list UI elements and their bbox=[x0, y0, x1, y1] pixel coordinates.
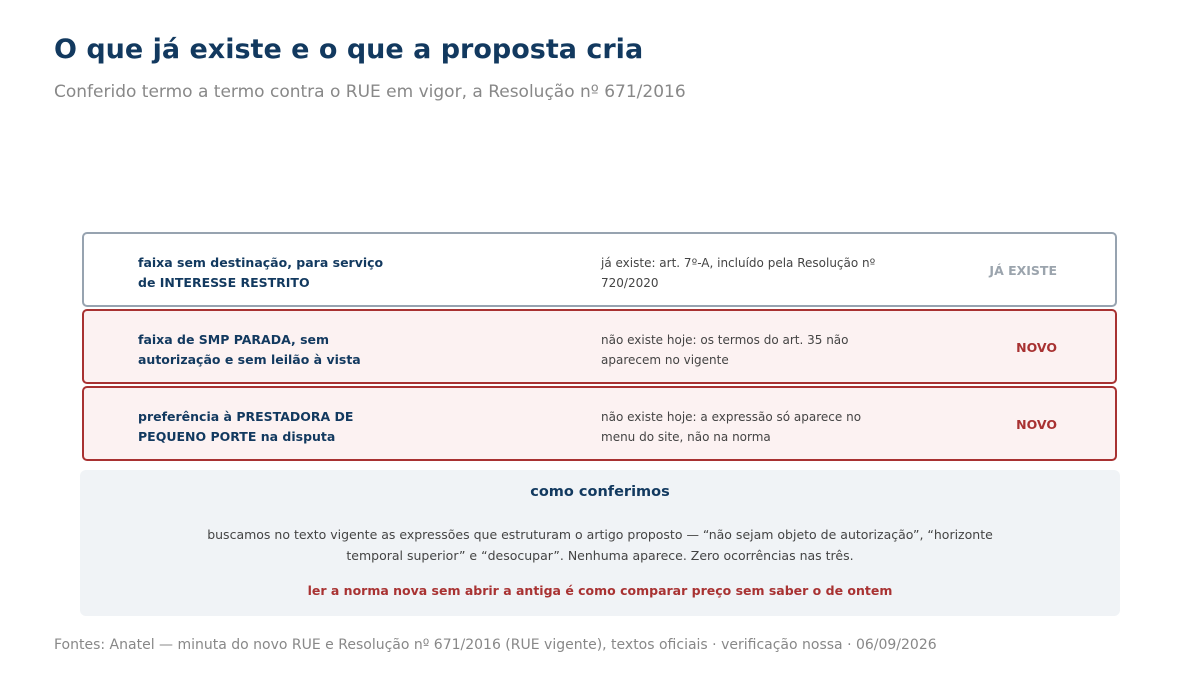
row-note: já existe: art. 7º-A, incluído pela Resolução nº 720/2020 bbox=[601, 256, 876, 290]
comparison-row-existing bbox=[82, 232, 1117, 307]
comparison-row-new bbox=[82, 386, 1117, 461]
row-item-label: faixa de SMP PARADA, sem autorização e sem leilão à vista bbox=[138, 332, 361, 367]
status-badge: NOVO bbox=[1016, 417, 1057, 432]
comparison-row-new bbox=[82, 309, 1117, 384]
status-badge: JÁ EXISTE bbox=[989, 263, 1057, 278]
page-subtitle: Conferido termo a termo contra o RUE em vigor, a Resolução nº 671/2016 bbox=[54, 82, 686, 102]
row-item-label: preferência à PRESTADORA DE PEQUENO PORTE na disputa bbox=[138, 409, 354, 444]
row-note: não existe hoje: os termos do art. 35 não aparecem no vigente bbox=[601, 333, 849, 367]
method-body: buscamos no texto vigente as expressões que estruturam o artigo proposto — “não sejam objeto de autorização”, “horizonte temporal superior” e “desocupar”. Nenhuma aparece. Zero ocorrências nas três. bbox=[207, 527, 993, 563]
method-heading: como conferimos bbox=[530, 484, 670, 500]
status-badge: NOVO bbox=[1016, 340, 1057, 355]
row-note: não existe hoje: a expressão só aparece no menu do site, não na norma bbox=[601, 410, 862, 444]
sources-footer: Fontes: Anatel — minuta do novo RUE e Resolução nº 671/2016 (RUE vigente), textos oficiais · verificação nossa · 06/09/2026 bbox=[54, 637, 937, 653]
method-panel bbox=[80, 470, 1120, 616]
method-punchline: ler a norma nova sem abrir a antiga é como comparar preço sem saber o de ontem bbox=[307, 583, 893, 598]
row-item-label: faixa sem destinação, para serviço de INTERESSE RESTRITO bbox=[138, 255, 384, 290]
page-title: O que já existe e o que a proposta cria bbox=[54, 34, 644, 65]
